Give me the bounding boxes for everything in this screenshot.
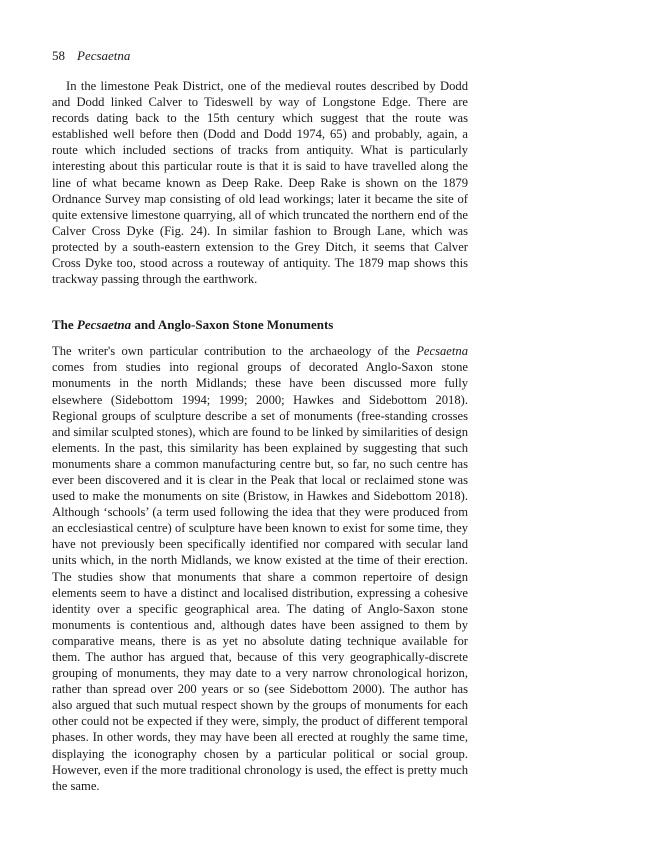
paragraph-2 — [52, 343, 468, 794]
page-number: 58 — [52, 48, 65, 63]
heading-suffix: and Anglo-Saxon Stone Monuments — [131, 317, 334, 333]
body-text — [52, 78, 468, 794]
running-title: Pecsaetna — [77, 48, 131, 63]
paragraph-2-part-1: The writer's own particular contribution to the archaeology of the — [52, 344, 417, 359]
section-heading — [52, 317, 468, 333]
running-head — [52, 48, 468, 64]
book-page — [52, 48, 468, 794]
heading-prefix: The — [52, 317, 77, 333]
paragraph-2-part-2: comes from studies into regional groups of decorated Anglo-Saxon stone monuments in the north Midlands; these have been discussed more fully elsewhere (Sidebottom 1994; 1999; 2000; Hawkes and Sidebottom 2018). Regional groups of sculpture describe a set of monuments (free-standing crosses and similar sculpted stones), which are found to be linked by similarities of design elements. In the past, this similarity has been explained by suggesting that such monuments share a common manufacturing centre but, so far, no such centre has ever been discovered and it is clear in the Peak that local or reclaimed stone was used to make the monuments on site (Bristow, in Hawkes and Sidebottom 2018). Although ‘schools’ (a term used following the idea that they were produced from an ecclesiastical centre) of sculpture have been known to exist for some time, they have not previously been specifically identified nor compared with secular land units which, in the north Midlands, we know existed at the time of their erection. The studies show that monuments that share a common repertoire of design elements seem to have a distinct and localised distribution, expressing a cohesive identity over a specific geographical area. The dating of Anglo-Saxon stone monuments is contentious and, although dates have been assigned to them by comparative means, there is as yet no absolute dating technique available for them. The author has argued that, because of this very geographically-discrete grouping of monuments, they may date to a very narrow chronological horizon, rather than spread over 200 years or so (see Sidebottom 2000). The author has also argued that such mutual respect shown by the groups of monuments for each other could not be expected if they were, simply, the product of different temporal phases. In other words, they may have been all erected at roughly the same time, displaying the iconography chosen by a particular political or social group. However, even if the more traditional chronology is used, the effect is pretty much the same. — [52, 360, 468, 793]
paragraph-1: In the limestone Peak District, one of the medieval routes described by Dodd and Dodd linked Calver to Tideswell by way of Longstone Edge. There are records dating back to the 15th century which suggest that the route was established well before then (Dodd and Dodd 1974, 65) and probably, again, a route which included sections of tracks from antiquity. What is particularly interesting about this particular route is that it is said to have travelled along the line of what became known as Deep Rake. Deep Rake is shown on the 1879 Ordnance Survey map consisting of old lead workings; later it became the site of quite extensive limestone quarrying, all of which truncated the northern end of the Calver Cross Dyke (Fig. 24). In similar fashion to Brough Lane, which was protected by a south-eastern extension to the Grey Ditch, it seems that Calver Cross Dyke too, stood across a routeway of antiquity. The 1879 map shows this trackway passing through the earthwork. — [52, 79, 468, 287]
heading-emphasis: Pecsaetna — [76, 317, 132, 333]
paragraph-2-emphasis: Pecsaetna — [416, 344, 468, 359]
